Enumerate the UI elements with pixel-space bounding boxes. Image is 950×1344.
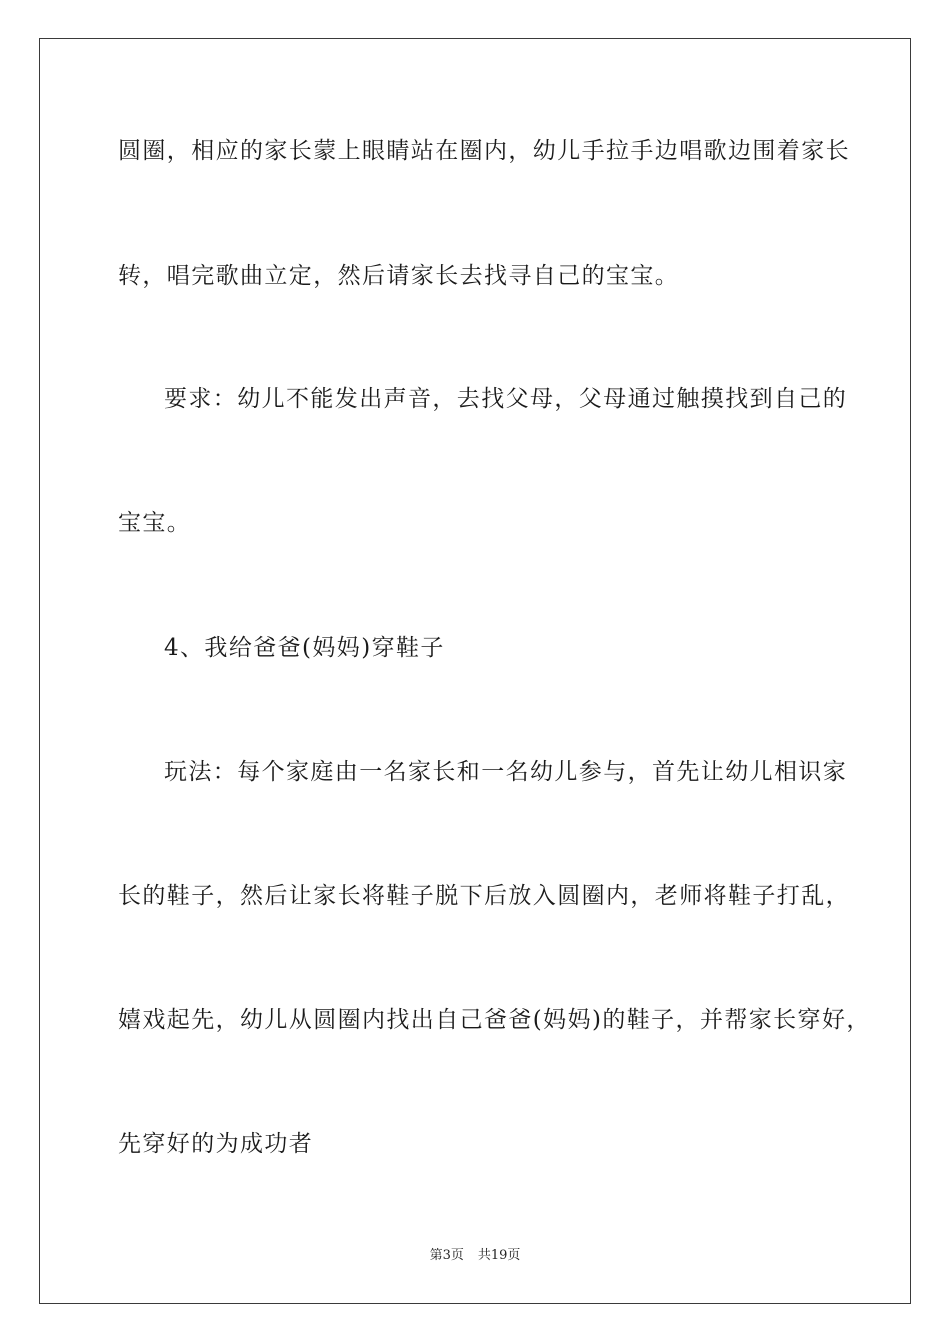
page-footer	[0, 1247, 950, 1265]
body-line-9: 先穿好的为成功者	[118, 1131, 314, 1157]
body-line-4: 宝宝。	[118, 510, 192, 536]
body-line-1: 圆圈，相应的家长蒙上眼睛站在圈内，幼儿手拉手边唱歌边围着家长	[118, 138, 850, 164]
page-number-total: 共19页	[477, 1248, 521, 1263]
page-border	[39, 38, 911, 1304]
page-number-current: 第3页	[429, 1248, 464, 1263]
body-line-7: 长的鞋子，然后让家长将鞋子脱下后放入圆圈内，老师将鞋子打乱，	[118, 883, 850, 909]
body-line-2: 转，唱完歌曲立定，然后请家长去找寻自己的宝宝。	[118, 263, 680, 289]
section-heading: 4、我给爸爸(妈妈)穿鞋子	[164, 635, 445, 661]
body-line-3: 要求：幼儿不能发出声音，去找父母，父母通过触摸找到自己的	[164, 386, 848, 412]
body-line-8: 嬉戏起先，幼儿从圆圈内找出自己爸爸(妈妈)的鞋子，并帮家长穿好，	[118, 1007, 871, 1033]
body-line-6: 玩法：每个家庭由一名家长和一名幼儿参与，首先让幼儿相识家	[164, 759, 848, 785]
